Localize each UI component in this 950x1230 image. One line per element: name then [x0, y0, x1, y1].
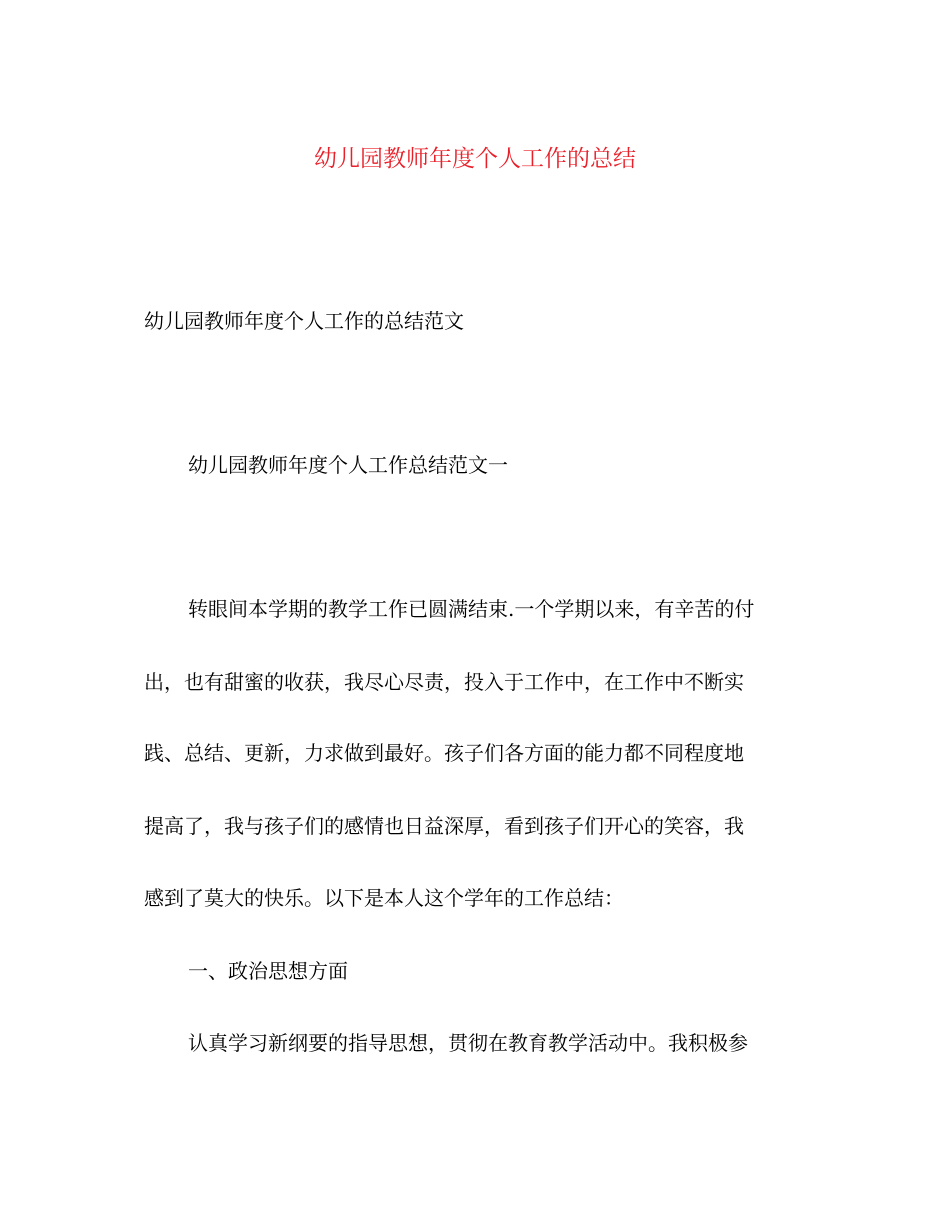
heading-political-thought: 一、政治思想方面: [188, 959, 348, 983]
paragraph-line: 提高了，我与孩子们的感情也日益深厚，看到孩子们开心的笑容，我: [144, 814, 744, 838]
paragraph-line: 认真学习新纲要的指导思想，贯彻在教育教学活动中。我积极参: [188, 1031, 748, 1055]
paragraph-line: 感到了莫大的快乐。以下是本人这个学年的工作总结：: [144, 886, 624, 910]
document-subtitle: 幼儿园教师年度个人工作的总结范文: [144, 309, 464, 333]
section-heading: 幼儿园教师年度个人工作总结范文一: [188, 453, 508, 477]
paragraph-line: 出，也有甜蜜的收获，我尽心尽责，投入于工作中，在工作中不断实: [144, 670, 744, 694]
paragraph-line: 践、总结、更新，力求做到最好。孩子们各方面的能力都不同程度地: [144, 741, 744, 765]
paragraph-line: 转眼间本学期的教学工作已圆满结束.一个学期以来，有辛苦的付: [188, 597, 755, 621]
document-title: 幼儿园教师年度个人工作的总结: [314, 146, 636, 172]
